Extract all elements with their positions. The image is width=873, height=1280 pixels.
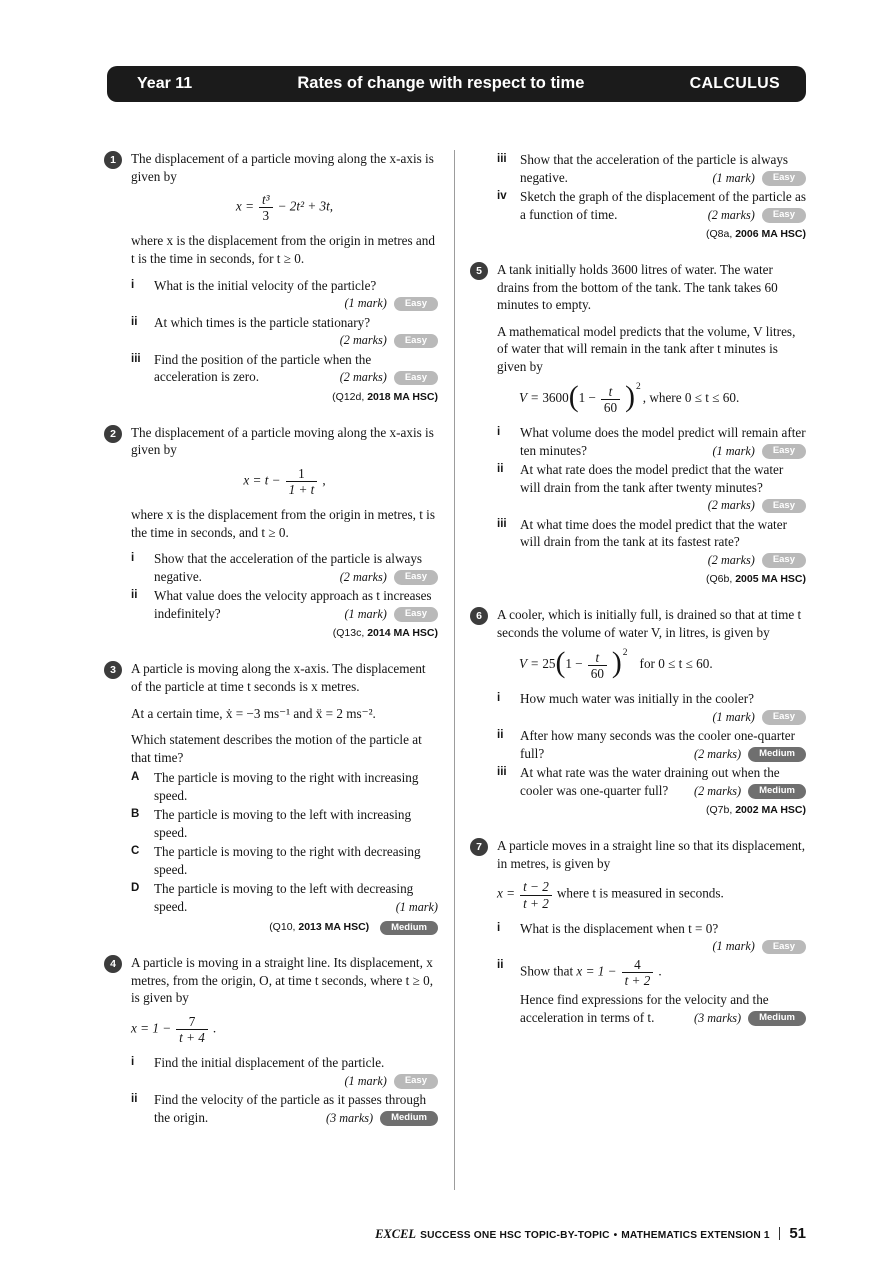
question-3 [104,660,438,935]
source-citation [131,627,438,641]
column-divider [454,150,455,1190]
part-body [154,277,438,312]
source-exam: 2018 MA HSC) [367,390,438,403]
source-citation [497,804,806,818]
question-formula [497,879,806,910]
question-number-badge: 4 [104,955,122,973]
part-body [520,690,806,725]
fraction-numerator: 4 [622,957,654,973]
question-part [497,516,806,569]
part-meta [708,551,806,569]
question-formula [131,1014,438,1045]
part-label: i [131,278,135,291]
part-label: i [497,692,501,705]
part-body [154,1054,438,1089]
option-c [131,843,438,878]
fraction-numerator: 7 [176,1014,208,1030]
page-header [107,66,806,102]
open-paren: ( [555,647,566,680]
option-b [131,806,438,841]
part-body [520,957,806,1026]
part-label: ii [131,589,138,602]
question-intro: A particle is moving along the x-axis. The displacement of the particle at time t seconds is x metres. [131,661,426,694]
question-intro: The displacement of a particle moving along the x-axis is given by [131,424,434,458]
question-part [131,1054,438,1089]
question-4 [104,954,438,1126]
close-paren: ) [611,647,622,680]
part-body [520,727,806,762]
footer-bullet: • [613,1230,618,1241]
part-label: iii [131,352,141,365]
part-body [154,314,438,349]
part-body [520,424,806,459]
fraction-numerator: t [601,384,620,400]
right-column [470,150,806,1045]
question-intro: A particle is moving in a straight line. Its displacement, x metres, from the origin, O, at time t seconds, where t ≥ 0, is given by [131,955,434,1006]
part-marks: (3 marks) [326,1110,374,1125]
source-citation [131,921,438,936]
part-text: Find the initial displacement of the particle. [154,1055,385,1071]
part-label: iii [497,766,507,779]
source-exam: 2014 MA HSC) [367,627,438,640]
exponent: 2 [622,648,628,659]
part-marks: (2 marks) [339,569,387,584]
part-meta [713,708,807,726]
question-part [497,461,806,514]
fraction [601,384,620,415]
footer-subject: MATHEMATICS EXTENSION 1 [621,1230,770,1241]
part-label: iii [497,517,507,530]
part-text: At what rate does the model predict that the water will drain from the tank after twenty minutes? [520,462,784,495]
part-label: ii [131,1093,138,1106]
part-marks: (2 marks) [707,207,755,222]
fraction-denominator: t + 4 [179,1029,205,1045]
fraction-denominator: t + 2 [523,895,549,911]
fraction [176,1014,208,1045]
inline-math-end: . [658,963,662,979]
part-body [520,461,806,514]
part-body [154,550,438,585]
part-body [154,351,438,386]
difficulty-badge: Easy [762,171,806,186]
part-label: ii [497,729,504,742]
question-part [131,587,438,622]
part-meta [345,294,439,312]
question-text: Which statement describes the motion of the particle at that time? [131,732,422,765]
part-text: What is the initial velocity of the particle? [154,277,377,293]
part-text: Show that the acceleration of the particle is always negative. [520,152,789,185]
question-part [497,188,806,223]
question-part [131,550,438,585]
page-title: Rates of change with respect to time [297,74,585,93]
part-meta [708,206,806,224]
formula-condition: for 0 ≤ t ≤ 60. [639,656,713,672]
question-part [131,1091,438,1126]
question-part [497,151,806,186]
source-ref: (Q8a, [706,228,733,241]
part-text: How much water was initially in the cooler? [520,691,755,707]
question-formula [519,382,806,415]
part-marks: (1 mark) [344,1073,387,1088]
option-label: D [131,882,140,895]
question-formula [131,466,438,497]
difficulty-badge: Easy [762,710,806,725]
part-marks: (1 mark) [344,296,387,311]
formula-coefficient: 3600 [542,390,569,406]
question-part [131,277,438,312]
part-text: Find the position of the particle when the acceleration is zero. [154,351,372,385]
page-footer [375,1224,806,1244]
option-label: A [131,771,140,784]
question-given: At a certain time, ẋ = −3 ms⁻¹ and ẍ = 2 ms⁻². [131,705,376,721]
question-number-badge: 3 [104,661,122,679]
part-marks: (1 mark) [395,900,438,914]
part-text-lead: Show that [520,963,574,979]
part-text: At what rate was the water draining out when the cooler was one-quarter full? [520,765,780,798]
formula-var: V = [519,656,540,672]
source-citation [131,391,438,405]
question-number-badge: 7 [470,838,488,856]
part-meta [694,745,806,763]
fraction-denominator: t + 2 [624,973,651,989]
question-part [497,957,806,1026]
difficulty-badge: Easy [394,1074,438,1089]
left-column [104,150,438,1145]
question-7 [470,837,806,1026]
part-meta [326,1109,438,1127]
part-marks: (3 marks) [694,1010,742,1025]
option-body [154,769,438,804]
source-exam: 2005 MA HSC) [735,573,806,586]
option-body [154,806,438,841]
difficulty-badge: Easy [394,371,438,386]
fraction-numerator: t [588,650,607,666]
part-text-continued [520,991,806,1026]
close-paren: ) [625,381,635,414]
question-part [131,314,438,349]
fraction [286,466,318,497]
footer-brand: EXCEL [375,1227,417,1241]
question-part [497,764,806,799]
question-intro: The displacement of a particle moving along the x-axis is given by [131,151,434,184]
question-4-continuation [470,151,806,242]
part-body [520,151,806,186]
part-body [520,516,806,569]
source-ref: (Q13c, [332,627,365,640]
part-meta [694,782,806,800]
fraction-numerator: t − 2 [520,879,552,895]
part-meta [345,1072,439,1090]
question-number-badge: 2 [104,425,122,443]
source-exam: 2006 MA HSC) [735,228,806,241]
option-body [154,843,438,878]
source-exam: 2013 MA HSC) [298,920,370,933]
part-text: Sketch the graph of the displacement of the particle as a function of time. [520,189,806,222]
part-text-math [520,957,806,988]
part-marks: (2 marks) [694,783,742,798]
option-label: B [131,808,140,821]
source-ref: (Q7b, [706,804,733,817]
difficulty-badge: Easy [394,297,438,312]
open-paren: ( [568,381,579,414]
part-marks: (1 mark) [712,939,755,954]
source-ref: (Q12d, [332,390,365,403]
question-part [497,920,806,955]
option-a [131,769,438,804]
part-text: Hence find expressions for the velocity and the acceleration in terms of t. [520,992,769,1025]
difficulty-badge: Easy [394,570,438,585]
part-label: i [131,552,135,565]
part-meta [713,937,807,955]
part-marks: (1 mark) [712,170,755,185]
part-label: iv [497,190,507,203]
option-text: The particle is moving to the left with decreasing speed. [154,881,414,914]
formula-inner: 1 − [565,656,583,672]
part-label: ii [497,958,504,971]
header-year-label: Year 11 [137,75,193,93]
question-part [131,351,438,386]
formula-condition: , where 0 ≤ t ≤ 60. [642,390,740,406]
part-body [520,764,806,799]
difficulty-badge: Medium [748,1011,806,1026]
formula-rest: . [212,1020,217,1036]
part-body [154,1091,438,1126]
part-meta [340,568,438,586]
part-text: Show that the acceleration of the particle is always negative. [154,551,423,584]
difficulty-badge: Medium [748,784,806,799]
question-part [497,727,806,762]
part-body [520,188,806,223]
question-5 [470,261,806,587]
difficulty-badge: Easy [762,444,806,459]
header-subject-label: CALCULUS [689,75,780,93]
fraction [520,879,552,910]
part-meta [396,898,438,916]
part-label: i [497,921,501,934]
fraction [588,650,607,681]
question-number-badge: 5 [470,262,488,280]
fraction [622,957,654,988]
difficulty-badge: Medium [748,747,806,762]
part-meta [340,331,438,349]
question-6 [470,606,806,818]
question-intro: A particle moves in a straight line so that its displacement, in metres, is given by [497,838,806,871]
part-marks: (2 marks) [339,370,387,385]
part-meta [713,442,807,460]
part-marks: (2 marks) [694,746,742,761]
part-marks: (2 marks) [707,498,755,513]
formula-coefficient: 25 [542,656,556,672]
question-part [497,424,806,459]
source-citation [497,228,806,242]
fraction-denominator: 3 [262,208,270,224]
part-label: ii [131,315,138,328]
difficulty-badge: Easy [762,499,806,514]
option-text: The particle is moving to the left with increasing speed. [154,807,412,840]
part-text: At what time does the model predict that the water will drain from the tank at its fastest rate? [520,516,787,550]
part-meta [708,496,806,514]
fraction-denominator: 60 [603,399,618,415]
part-marks: (1 mark) [712,709,755,724]
fraction-denominator: 60 [590,665,604,681]
difficulty-badge: Medium [380,1111,438,1126]
difficulty-badge: Easy [394,607,438,622]
source-ref: (Q10, [269,920,296,933]
page-number: 51 [789,1225,806,1242]
question-1 [104,150,438,405]
part-meta [340,368,438,386]
part-body [154,587,438,622]
question-number-badge: 6 [470,607,488,625]
part-text: What is the displacement when t = 0? [520,920,719,936]
question-part [497,690,806,725]
part-marks: (2 marks) [339,333,387,348]
part-text: At which times is the particle stationary? [154,314,371,330]
source-ref: (Q6b, [706,573,733,586]
part-text: Find the velocity of the particle as it passes through the origin. [154,1092,427,1125]
part-meta [713,169,807,187]
question-2 [104,424,438,642]
exponent: 2 [635,382,641,393]
source-exam: 2002 MA HSC) [735,804,806,817]
footer-series: SUCCESS ONE HSC TOPIC-BY-TOPIC [420,1230,610,1241]
difficulty-badge: Easy [394,334,438,349]
option-body [154,880,438,915]
formula-lead: x = t − [243,472,281,488]
part-marks: (1 mark) [712,443,755,458]
formula-rest: − 2t² + 3t, [277,198,334,214]
fraction-numerator: t³ [259,192,273,208]
part-label: i [131,1056,135,1069]
part-label: i [497,426,501,439]
question-number-badge: 1 [104,151,122,169]
part-meta [345,605,439,623]
difficulty-badge: Easy [762,553,806,568]
question-text: where x is the displacement from the origin in metres and t is the time in seconds, for t ≥ 0. [131,233,435,266]
part-label: iii [497,153,507,165]
part-marks: (1 mark) [344,606,387,621]
formula-lead: x = [497,886,516,902]
question-intro: A cooler, which is initially full, is drained so that at time t seconds the volume of water V, in litres, is given by [497,607,802,640]
formula-var: V = [519,390,540,406]
option-d [131,880,438,915]
part-text: What value does the velocity approach as t increases indefinitely? [154,588,432,621]
question-formula [131,192,438,223]
formula-inner: 1 − [578,390,596,406]
question-intro: A tank initially holds 3600 litres of water. The water drains from the bottom of the tank. The tank takes 60 minutes to empty. [497,262,778,313]
fraction-numerator: 1 [286,466,318,482]
option-text: The particle is moving to the right with decreasing speed. [154,844,421,877]
difficulty-badge: Easy [762,208,806,223]
fraction-denominator: 1 + t [288,482,315,498]
difficulty-badge: Easy [762,940,806,955]
fraction [259,192,273,223]
source-citation [497,573,806,587]
option-label: C [131,845,140,858]
part-text: After how many seconds was the cooler one-quarter full? [520,728,796,761]
question-text: where x is the displacement from the origin in metres, t is the time in seconds, and t ≥ 0. [131,507,435,540]
formula-rest: , [322,472,326,488]
part-text: What volume does the model predict will remain after ten minutes? [520,425,806,458]
formula-lead: x = 1 − [131,1020,172,1036]
part-label: ii [497,463,504,476]
question-formula [519,648,806,681]
inline-math: x = 1 − [576,963,617,979]
difficulty-badge: Medium [380,921,438,936]
part-meta [694,1009,806,1027]
question-text: A mathematical model predicts that the volume, V litres, of water that will remain in the tank after t minutes is given by [497,323,796,374]
formula-lead: x = [235,198,254,214]
formula-rest: where t is measured in seconds. [556,886,724,902]
part-body [520,920,806,955]
option-text: The particle is moving to the right with increasing speed. [154,770,419,803]
part-marks: (2 marks) [707,552,755,567]
footer-separator [779,1227,781,1240]
